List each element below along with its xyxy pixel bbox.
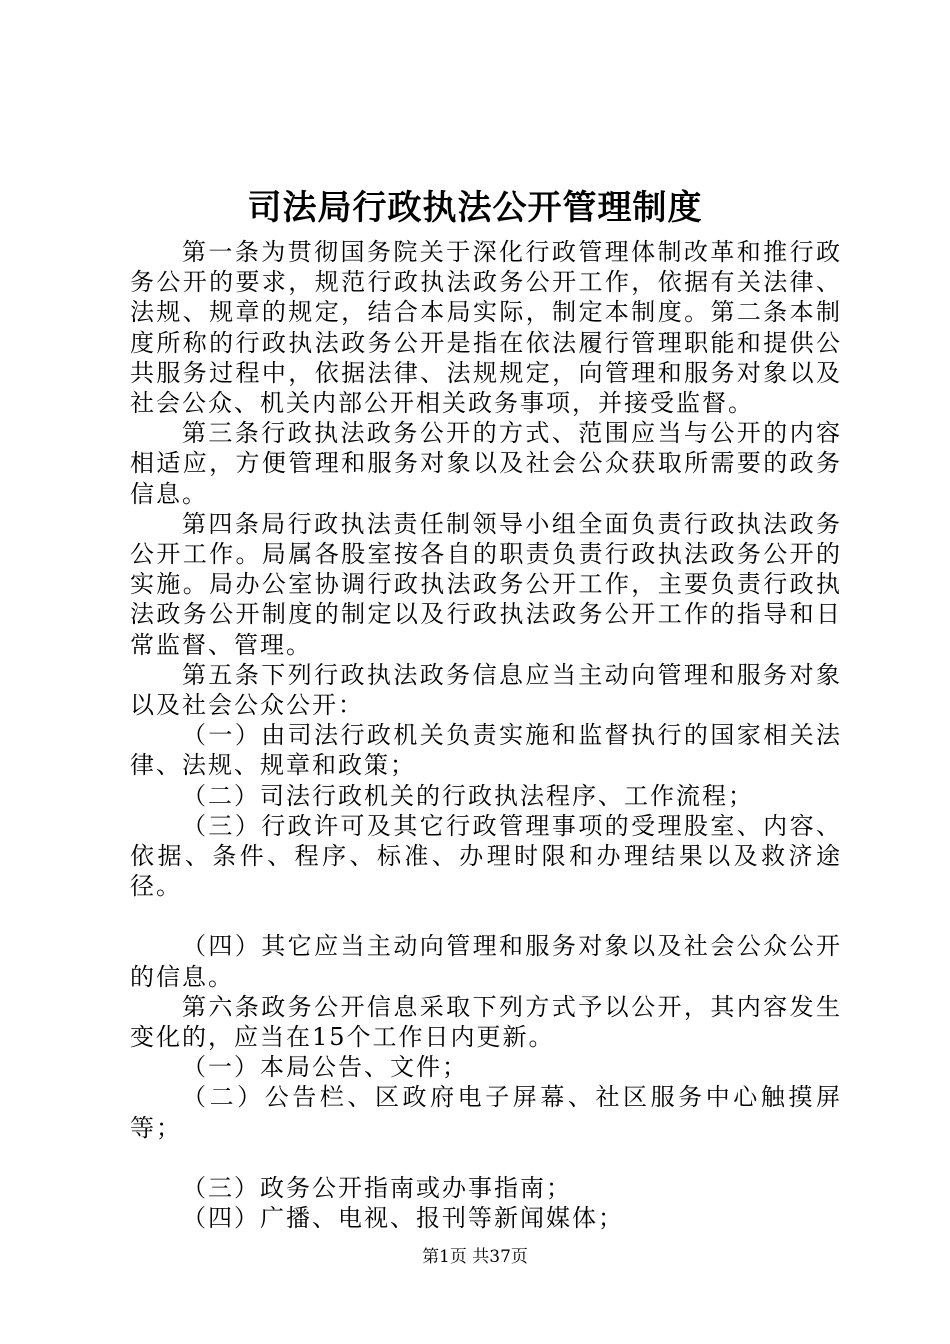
document-title: 司法局行政执法公开管理制度 [247,188,703,228]
list-item-article-5-3: （三）行政许可及其它行政管理事项的受理股室、内容、依据、条件、程序、标准、办理时限和办理结果以及救济途径。 [130,811,842,901]
list-item-article-5-1: （一）由司法行政机关负责实施和监督执行的国家相关法律、法规、规章和政策； [130,721,842,780]
list-item-article-6-1: （一）本局公告、文件； [182,1053,468,1082]
list-item-article-5-4: （四）其它应当主动向管理和服务对象以及社会公众公开的信息。 [130,932,842,991]
list-item-article-6-2: （二）公告栏、区政府电子屏幕、社区服务中心触摸屏等； [130,1083,842,1142]
paragraph-article-3: 第三条行政执法政务公开的方式、范围应当与公开的内容相适应，方便管理和服务对象以及社会公众获取所需要的政务信息。 [130,419,842,508]
list-item-article-6-4: （四）广播、电视、报刊等新闻媒体； [182,1204,624,1233]
list-item-article-5-2: （二）司法行政机关的行政执法程序、工作流程； [182,781,754,810]
paragraph-article-4: 第四条局行政执法责任制领导小组全面负责行政执法政务公开工作。局属各股室按各自的职责负责行政执法政务公开的实施。局办公室协调行政执法政务公开工作，主要负责行政执法政务公开制度的制定以及行政执法政务公开工作的指导和日常监督、管理。 [130,509,842,659]
list-item-article-6-3: （三）政务公开指南或办事指南； [182,1173,572,1202]
page-footer: 第1页 共37页 [422,1247,528,1267]
document-body [130,237,842,1233]
paragraph-article-6: 第六条政务公开信息采取下列方式予以公开，其内容发生变化的，应当在15个工作日内更新。 [130,992,842,1052]
paragraph-article-5: 第五条下列行政执法政务信息应当主动向管理和服务对象以及社会公众公开： [130,660,842,720]
paragraph-article-1-2: 第一条为贯彻国务院关于深化行政管理体制改革和推行政务公开的要求，规范行政执法政务公开工作，依据有关法律、法规、规章的规定，结合本局实际，制定本制度。第二条本制度所称的行政执法政务公开是指在依法履行管理职能和提供公共服务过程中，依据法律、法规规定，向管理和服务对象以及社会公众、机关内部公开相关政务事项，并接受监督。 [130,238,842,418]
